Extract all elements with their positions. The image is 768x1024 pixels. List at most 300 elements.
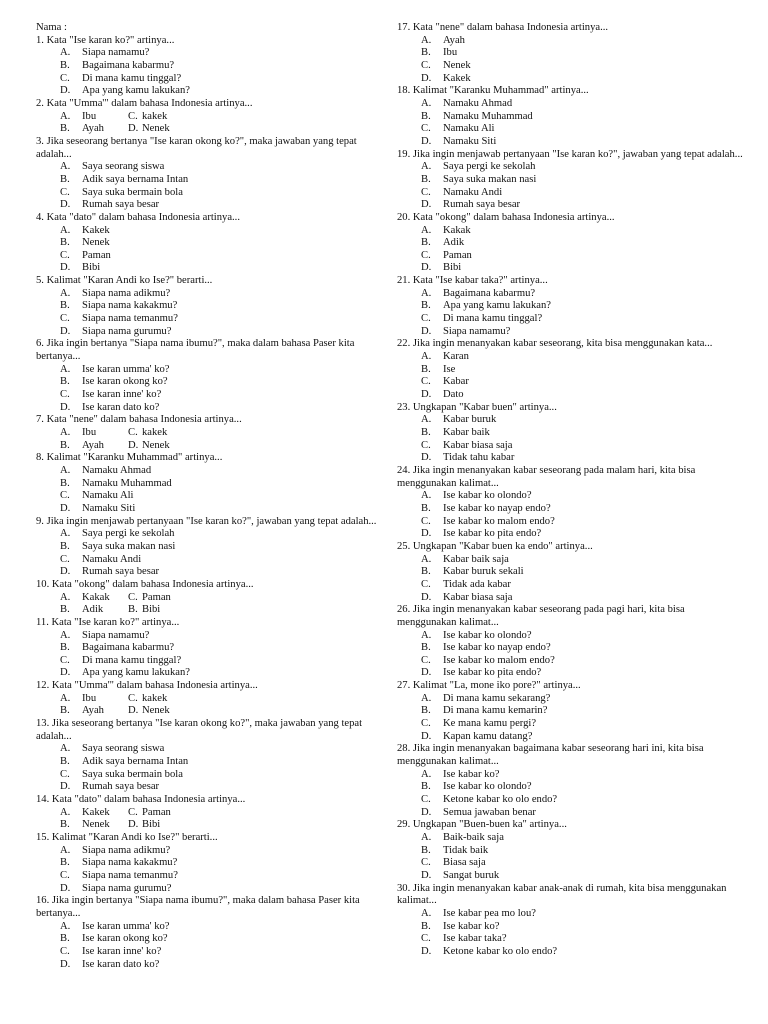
option-text: Ayah — [82, 123, 104, 135]
option-text: Adik — [82, 604, 104, 616]
option-text: Adik saya bernama Intan — [82, 756, 189, 768]
option-letter: B. — [60, 237, 70, 249]
option-letter: A. — [421, 287, 432, 299]
option-text: Namaku Siti — [443, 135, 497, 147]
question-block — [36, 452, 384, 515]
answer-option-pair — [36, 440, 384, 453]
question-text: 24. Jika ingin menanyakan kabar seseorang pada malam hari, kita bisa menggunakan kalimat... — [397, 464, 696, 489]
option-letter: B. — [60, 439, 70, 451]
option-letter: B. — [60, 300, 70, 312]
option-letter: B. — [421, 110, 431, 122]
answer-option — [397, 946, 743, 959]
question-text: 7. Kata "nene" dalam bahasa Indonesia artinya... — [36, 414, 242, 426]
option-text: Kakek — [82, 806, 110, 818]
question-text: 11. Kata "Ise karan ko?" artinya... — [36, 616, 180, 628]
option-text: Siapa nama kakakmu? — [82, 300, 178, 312]
option-letter: D. — [60, 566, 71, 578]
answer-option — [397, 440, 743, 453]
option-letter: D. — [60, 958, 71, 970]
option-letter: C. — [60, 945, 70, 957]
option-text: Siapa nama adikmu? — [82, 287, 171, 299]
answer-option — [36, 743, 384, 756]
question-text: 15. Kalimat "Karan Andi ko Ise?" berarti... — [36, 832, 218, 843]
option-letter: C. — [60, 768, 70, 780]
option-text: Di mana kamu kemarin? — [443, 705, 548, 717]
option-text: kakek — [142, 110, 168, 122]
option-text: Ibu — [82, 692, 97, 704]
answer-option — [397, 111, 743, 124]
answer-option — [36, 566, 384, 579]
option-letter: D. — [421, 869, 432, 881]
option-letter: C. — [60, 249, 70, 261]
option-text: kakek — [142, 427, 168, 438]
option-letter: B. — [128, 604, 138, 616]
answer-option — [36, 174, 384, 187]
option-letter: D. — [128, 819, 139, 831]
question-text: 5. Kalimat "Karan Andi ko Ise?" berarti... — [36, 275, 213, 287]
option-letter: B. — [60, 123, 70, 135]
option-text: Bibi — [142, 819, 161, 831]
option-text: Kapan kamu datang? — [443, 730, 533, 742]
option-letter: A. — [421, 629, 432, 641]
option-letter: A. — [421, 414, 432, 426]
option-letter: A. — [60, 528, 71, 540]
question-block — [36, 617, 384, 680]
question-block — [36, 516, 384, 579]
option-letter: B. — [421, 237, 431, 249]
question-block — [36, 832, 384, 895]
answer-option — [397, 503, 743, 516]
option-letter: C. — [128, 110, 138, 122]
option-letter: B. — [421, 920, 431, 932]
left-column — [36, 22, 384, 971]
option-letter: A. — [60, 591, 71, 603]
option-letter: D. — [60, 882, 71, 894]
question-block — [397, 541, 743, 604]
option-text: Nenek — [142, 123, 170, 135]
answer-option — [397, 161, 743, 174]
option-letter: C. — [421, 794, 431, 806]
answer-option — [397, 262, 743, 275]
option-text: Ise karan umma' ko? — [82, 363, 170, 375]
option-letter: B. — [421, 173, 431, 185]
question-text: 10. Kata "okong" dalam bahasa Indonesia artinya... — [36, 578, 254, 590]
option-letter: B. — [60, 477, 70, 489]
option-text: Tidak ada kabar — [443, 578, 511, 590]
option-text: Nenek — [142, 705, 170, 717]
option-text: Namaku Andi — [82, 553, 142, 565]
option-text: Adik — [443, 237, 465, 249]
answer-option — [36, 845, 384, 858]
option-text: Bibi — [142, 604, 161, 616]
option-letter: A. — [421, 907, 432, 919]
answer-option — [36, 465, 384, 478]
answer-option — [36, 781, 384, 794]
answer-option — [397, 35, 743, 48]
option-text: Kabar baik — [443, 427, 490, 438]
option-text: Tidak tahu kabar — [443, 452, 515, 464]
answer-option — [397, 794, 743, 807]
answer-option — [397, 136, 743, 149]
answer-option — [397, 579, 743, 592]
option-letter: C. — [60, 869, 70, 881]
answer-option — [397, 630, 743, 643]
option-text: Kabar buruk — [443, 414, 497, 426]
question-block — [36, 212, 384, 275]
option-letter: B. — [60, 819, 70, 831]
option-letter: A. — [60, 47, 71, 59]
answer-option — [397, 667, 743, 680]
answer-option — [36, 528, 384, 541]
question-text: 20. Kata "okong" dalam bahasa Indonesia artinya... — [397, 211, 615, 223]
option-text: Saya suka makan nasi — [443, 173, 537, 185]
option-text: Bagaimana kabarmu? — [82, 642, 175, 654]
question-block — [397, 149, 743, 212]
answer-option — [36, 389, 384, 402]
answer-option — [36, 883, 384, 896]
answer-option — [397, 490, 743, 503]
option-text: Paman — [142, 591, 171, 603]
answer-option — [36, 756, 384, 769]
option-text: Ise kabar pea mo lou? — [443, 907, 536, 919]
option-text: Ise kabar ko nayap endo? — [443, 502, 551, 514]
question-block — [397, 338, 743, 401]
option-text: Ise karan inne' ko? — [82, 389, 162, 401]
option-letter: C. — [421, 249, 431, 261]
option-text: Paman — [142, 806, 171, 818]
option-text: Bibi — [82, 262, 101, 274]
question-block — [397, 743, 743, 819]
answer-option — [36, 187, 384, 200]
option-text: Ise — [443, 363, 456, 375]
answer-option — [36, 225, 384, 238]
option-text: Rumah saya besar — [82, 781, 160, 793]
option-letter: A. — [421, 161, 432, 173]
option-text: Ibu — [82, 110, 97, 122]
answer-option — [397, 642, 743, 655]
option-text: Siapa nama gurumu? — [82, 882, 172, 894]
answer-option — [36, 85, 384, 98]
answer-option-pair — [36, 123, 384, 136]
option-letter: A. — [60, 692, 71, 704]
question-text: 27. Kalimat "La, mone iko pore?" artinya... — [397, 680, 581, 692]
option-letter: B. — [421, 47, 431, 59]
option-letter: D. — [421, 806, 432, 818]
answer-option — [397, 807, 743, 820]
question-block — [397, 402, 743, 465]
question-text: 14. Kata "dato" dalam bahasa Indonesia artinya... — [36, 794, 246, 806]
option-text: Namaku Ali — [443, 123, 495, 135]
option-text: Saya seorang siswa — [82, 743, 165, 755]
option-letter: B. — [421, 427, 431, 438]
option-text: Rumah saya besar — [443, 199, 521, 211]
option-text: Siapa namamu? — [82, 629, 150, 641]
question-block — [397, 883, 743, 959]
option-letter: C. — [421, 933, 431, 945]
option-text: Dato — [443, 389, 464, 401]
option-text: Ise kabar ko malom endo? — [443, 515, 555, 527]
question-text: 12. Kata "Umma'" dalam bahasa Indonesia artinya... — [36, 680, 258, 692]
option-text: Saya pergi ke sekolah — [443, 161, 536, 173]
option-letter: A. — [421, 97, 432, 109]
question-block — [397, 819, 743, 882]
answer-option — [36, 73, 384, 86]
option-text: Ise kabar ko? — [443, 768, 500, 780]
answer-option — [36, 630, 384, 643]
option-text: Ketone kabar ko olo endo? — [443, 945, 558, 957]
option-letter: B. — [421, 642, 431, 654]
option-letter: D. — [60, 401, 71, 413]
option-letter: C. — [421, 123, 431, 135]
option-text: Adik saya bernama Intan — [82, 173, 189, 185]
option-text: Siapa namamu? — [82, 47, 150, 59]
option-text: Namaku Siti — [82, 502, 136, 514]
option-letter: C. — [60, 186, 70, 198]
answer-option — [397, 554, 743, 567]
option-text: Ibu — [82, 427, 97, 438]
answer-option-pair — [36, 111, 384, 124]
option-letter: B. — [60, 376, 70, 388]
option-letter: D. — [421, 528, 432, 540]
answer-option — [397, 225, 743, 238]
answer-option — [36, 60, 384, 73]
option-text: Saya suka bermain bola — [82, 768, 183, 780]
option-letter: A. — [60, 161, 71, 173]
question-block — [36, 35, 384, 98]
answer-option — [397, 60, 743, 73]
option-letter: A. — [60, 464, 71, 476]
option-letter: A. — [421, 351, 432, 363]
answer-option — [36, 250, 384, 263]
option-letter: B. — [60, 756, 70, 768]
option-letter: D. — [421, 389, 432, 401]
option-text: Kakek — [82, 224, 110, 236]
answer-option — [397, 908, 743, 921]
question-block — [36, 794, 384, 832]
question-block — [36, 136, 384, 212]
option-text: Ise karan inne' ko? — [82, 945, 162, 957]
option-text: Saya seorang siswa — [82, 161, 165, 173]
question-block — [36, 98, 384, 136]
option-letter: D. — [421, 262, 432, 274]
option-letter: B. — [421, 363, 431, 375]
option-text: Di mana kamu tinggal? — [82, 654, 182, 666]
answer-option — [397, 313, 743, 326]
option-text: Apa yang kamu lakukan? — [443, 300, 551, 312]
question-text: 8. Kalimat "Karanku Muhammad" artinya... — [36, 452, 223, 464]
option-letter: C. — [60, 72, 70, 84]
question-text: 16. Jika ingin bertanya "Siapa nama ibumu?", maka dalam bahasa Paser kita bertanya... — [36, 895, 360, 919]
answer-option — [36, 262, 384, 275]
option-text: Ke mana kamu pergi? — [443, 718, 537, 730]
name-label: Nama : — [36, 22, 67, 33]
option-text: Ayah — [82, 439, 104, 451]
question-block — [36, 680, 384, 718]
option-letter: B. — [60, 857, 70, 869]
answer-option-pair — [36, 604, 384, 617]
question-text: 30. Jika ingin menanyakan kabar anak-anak di rumah, kita bisa menggunakan kalimat... — [397, 882, 727, 907]
option-text: Rumah saya besar — [82, 566, 160, 578]
option-letter: D. — [128, 123, 139, 135]
option-text: Kakek — [443, 72, 471, 84]
option-text: Ise kabar ko malom endo? — [443, 654, 555, 666]
option-letter: A. — [421, 224, 432, 236]
answer-option-pair — [36, 693, 384, 706]
question-block — [397, 465, 743, 541]
answer-option — [36, 554, 384, 567]
option-letter: C. — [60, 313, 70, 325]
answer-option — [36, 541, 384, 554]
option-letter: A. — [60, 743, 71, 755]
question-text: 3. Jika seseorang bertanya "Ise karan okong ko?", maka jawaban yang tepat adalah... — [36, 135, 357, 160]
answer-option — [397, 566, 743, 579]
option-text: Ise kabar ko pita endo? — [443, 528, 542, 540]
answer-option — [397, 376, 743, 389]
option-letter: C. — [421, 186, 431, 198]
option-letter: B. — [60, 59, 70, 71]
option-letter: B. — [60, 540, 70, 552]
question-text: 2. Kata "Umma'" dalam bahasa Indonesia artinya... — [36, 97, 253, 109]
option-text: Bagaimana kabarmu? — [443, 287, 536, 299]
answer-option — [397, 123, 743, 136]
option-text: Bagaimana kabarmu? — [82, 59, 175, 71]
answer-option-pair — [36, 427, 384, 440]
option-text: Nenek — [443, 59, 471, 71]
answer-option — [36, 478, 384, 491]
option-letter: C. — [60, 553, 70, 565]
answer-option — [36, 870, 384, 883]
answer-option — [36, 642, 384, 655]
answer-option — [397, 250, 743, 263]
option-text: Paman — [82, 249, 111, 261]
option-text: Ayah — [82, 705, 104, 717]
option-letter: B. — [421, 300, 431, 312]
answer-option — [397, 845, 743, 858]
option-text: Namaku Ahmad — [82, 464, 152, 476]
answer-option — [397, 693, 743, 706]
question-block — [397, 604, 743, 680]
option-letter: B. — [421, 705, 431, 717]
option-letter: A. — [421, 553, 432, 565]
option-text: Bibi — [443, 262, 462, 274]
answer-option — [36, 946, 384, 959]
answer-option — [36, 376, 384, 389]
option-text: Saya suka makan nasi — [82, 540, 176, 552]
question-block — [397, 85, 743, 148]
option-text: Ise karan okong ko? — [82, 376, 168, 388]
option-text: Ise kabar ko olondo? — [443, 490, 532, 502]
option-text: Siapa nama gurumu? — [82, 325, 172, 337]
option-text: Ise kabar ko olondo? — [443, 629, 532, 641]
option-letter: A. — [60, 806, 71, 818]
answer-option — [397, 592, 743, 605]
answer-option — [397, 427, 743, 440]
option-letter: B. — [60, 604, 70, 616]
answer-option — [36, 933, 384, 946]
answer-option — [397, 73, 743, 86]
option-letter: B. — [60, 173, 70, 185]
option-text: Ise karan dato ko? — [82, 958, 160, 970]
option-letter: C. — [421, 654, 431, 666]
option-text: Di mana kamu tinggal? — [443, 313, 543, 325]
question-block — [36, 895, 384, 971]
option-text: Kabar buruk sekali — [443, 566, 524, 578]
question-block — [36, 579, 384, 617]
answer-option — [397, 414, 743, 427]
answer-option — [36, 300, 384, 313]
option-letter: D. — [128, 705, 139, 717]
answer-option — [397, 47, 743, 60]
option-text: Siapa namamu? — [443, 325, 511, 337]
option-letter: D. — [60, 199, 71, 211]
question-text: 22. Jika ingin menanyakan kabar seseorang, kita bisa menggunakan kata... — [397, 338, 713, 350]
option-letter: D. — [60, 502, 71, 514]
question-block — [397, 275, 743, 338]
option-text: Ise karan okong ko? — [82, 933, 168, 945]
option-text: Ise karan umma' ko? — [82, 920, 170, 932]
question-block — [36, 718, 384, 794]
option-letter: D. — [60, 781, 71, 793]
answer-option — [36, 959, 384, 972]
answer-option — [36, 199, 384, 212]
question-text: 1. Kata "Ise karan ko?" artinya... — [36, 34, 175, 46]
question-block — [36, 275, 384, 338]
option-text: Apa yang kamu lakukan? — [82, 85, 190, 97]
option-letter: D. — [421, 72, 432, 84]
question-text: 23. Ungkapan "Kabar buen" artinya... — [397, 401, 557, 413]
option-letter: C. — [60, 389, 70, 401]
option-letter: D. — [421, 730, 432, 742]
option-text: Di mana kamu tinggal? — [82, 72, 182, 84]
answer-option — [36, 490, 384, 503]
question-text: 21. Kata "Ise kabar taka?" artinya... — [397, 275, 548, 287]
option-letter: B. — [60, 705, 70, 717]
answer-option — [36, 667, 384, 680]
option-letter: D. — [60, 325, 71, 337]
option-text: Ise kabar ko? — [443, 920, 500, 932]
answer-option — [397, 364, 743, 377]
option-text: Baik-baik saja — [443, 832, 504, 843]
option-letter: C. — [60, 490, 70, 502]
option-text: Rumah saya besar — [82, 199, 160, 211]
question-text: 26. Jika ingin menanyakan kabar seseorang pada pagi hari, kita bisa menggunakan kalimat... — [397, 604, 685, 628]
option-letter: C. — [421, 515, 431, 527]
answer-option-pair — [36, 819, 384, 832]
option-text: Ise kabar ko pita endo? — [443, 667, 542, 679]
option-letter: D. — [421, 591, 432, 603]
option-letter: A. — [421, 832, 432, 843]
option-letter: A. — [60, 427, 71, 438]
answer-option — [397, 781, 743, 794]
answer-option — [397, 857, 743, 870]
option-text: Sangat buruk — [443, 869, 500, 881]
option-text: Siapa nama adikmu? — [82, 844, 171, 856]
option-letter: D. — [60, 262, 71, 274]
answer-option — [397, 98, 743, 111]
option-letter: A. — [60, 363, 71, 375]
answer-option — [36, 47, 384, 60]
answer-option — [397, 933, 743, 946]
option-letter: C. — [421, 313, 431, 325]
answer-option — [397, 705, 743, 718]
question-text: 9. Jika ingin menjawab pertanyaan "Ise karan ko?", jawaban yang tepat adalah... — [36, 515, 377, 527]
option-letter: C. — [421, 376, 431, 388]
answer-option — [36, 313, 384, 326]
option-text: Saya suka bermain bola — [82, 186, 183, 198]
option-text: Apa yang kamu lakukan? — [82, 667, 190, 679]
answer-option-pair — [36, 705, 384, 718]
answer-option — [36, 857, 384, 870]
